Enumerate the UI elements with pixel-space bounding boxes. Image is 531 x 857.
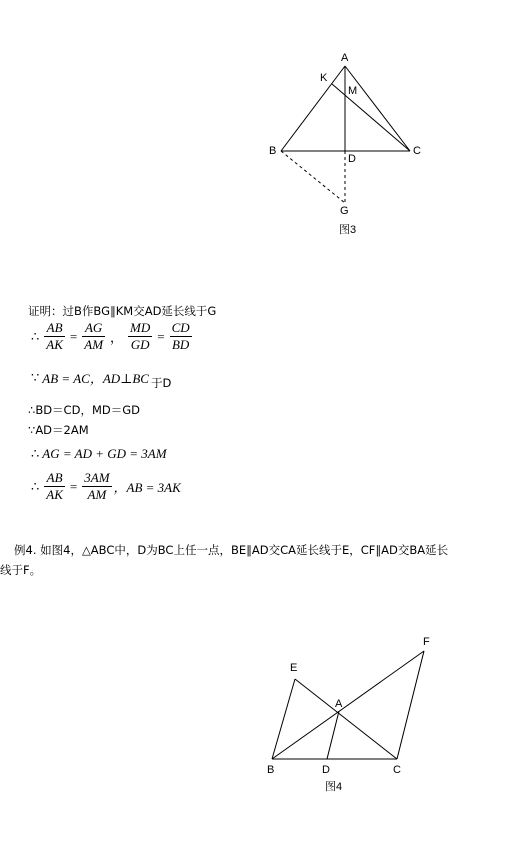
proof-line-1: ∴ $\frac{AB}{AK}$ = $\frac{AG}{AM}$ ， $\frac{MD}{GD}$ = $\frac{CD}{BD}$ (31, 320, 190, 352)
proof-line-5: ∴ AG = AD + GD = 3AM (31, 446, 167, 461)
fraction-ag-am: $\frac{AG}{AM}$ (84, 320, 104, 352)
example-4-text-line-2: 线于F。 (0, 563, 42, 577)
fig4-label-a: A (335, 698, 343, 710)
fig3-label-d: D (348, 153, 356, 165)
ag-expression: AG = AD + GD = 3AM (42, 446, 167, 461)
fig4-label-c: C (393, 764, 401, 776)
proof-title: 证明：过B作BG∥KM交AD延长线于G (28, 304, 217, 318)
proof-line-3: ∴BD＝CD，MD＝GD (28, 403, 140, 417)
fig4-label-e: E (290, 662, 298, 674)
fig3-label-g: G (340, 205, 349, 217)
fig4-label-d: D (322, 764, 330, 776)
proof-line-6: ∴ $\frac{AB}{AK}$ = $\frac{3AM}{AM}$ ，AB = 3AK (31, 470, 181, 502)
fig3-label-a: A (341, 52, 349, 64)
fig3-label-k: K (320, 72, 328, 84)
fraction-3am-am: $\frac{3AM}{AM}$ (84, 470, 110, 502)
fig3-label-b: B (269, 145, 277, 157)
fraction-ab-ak: $\frac{AB}{AK}$ (46, 320, 63, 352)
fig4-label-f: F (423, 636, 430, 648)
figure-4-caption: 图4 (325, 781, 343, 793)
fig3-label-c: C (413, 145, 421, 157)
segment-BE (272, 679, 295, 759)
segment-EC (295, 679, 397, 759)
fraction-md-gd: $\frac{MD}{GD}$ (130, 320, 151, 352)
conclusion-expression: ，AB = 3AK (113, 480, 181, 495)
given-expression: AB = AC，AD⊥BC (42, 371, 149, 386)
proof-line-4: ∵AD＝2AM (28, 423, 89, 437)
because-symbol: ∵ (31, 369, 40, 385)
fraction-cd-bd: $\frac{CD}{BD}$ (171, 320, 190, 352)
therefore-symbol: ∴ (31, 328, 40, 344)
figure-3-caption: 图3 (339, 224, 357, 236)
fig3-label-m: M (348, 85, 358, 97)
fig4-label-b: B (267, 764, 275, 776)
given-suffix: 于D (150, 375, 172, 390)
fraction-ab-ak-2: $\frac{AB}{AK}$ (46, 470, 63, 502)
example-4-text-line-1: 例4. 如图4，△ABC中，D为BC上任一点，BE∥AD交CA延长线于E，CF∥AD交BA延长 (14, 543, 449, 557)
